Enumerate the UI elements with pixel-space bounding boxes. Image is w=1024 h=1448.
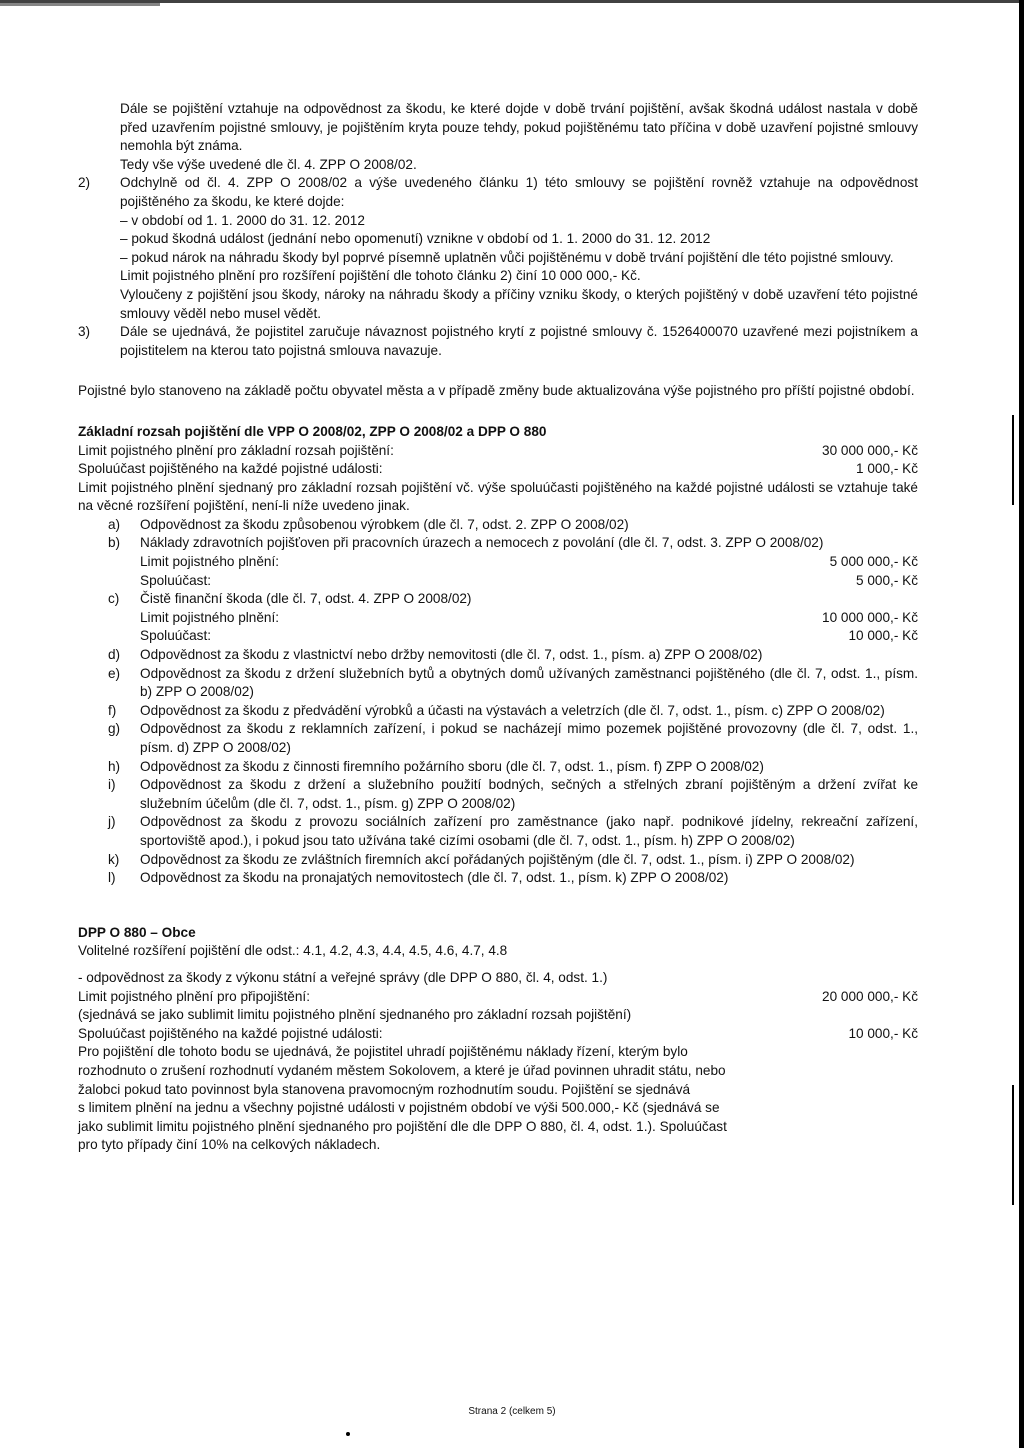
dpp-limit-label: Limit pojistného plnění pro připojištění: xyxy=(78,988,310,1004)
item-letter: d) xyxy=(108,647,121,663)
scope-item-a xyxy=(108,516,918,535)
clause-2-line: Vyloučeny z pojištění jsou škody, nároky na náhradu škody a příčiny vzniku škody, o kterých pojištěný v době uzavření této pojistné smlouvy věděl nebo musel vědět. xyxy=(120,286,918,321)
item-letter: a) xyxy=(108,516,121,532)
scan-speck xyxy=(346,1432,350,1436)
dpp-paragraph-line: rozhodnuto o zrušení rozhodnutí vydaném městem Sokolovem, a které je úřad povinnen uhradit státu, nebo xyxy=(78,1062,726,1078)
item-letter: f) xyxy=(108,702,117,718)
limit-value: 5 000 000,- Kč xyxy=(829,554,918,570)
item-text: Odpovědnost za škodu na pronajatých nemovitostech (dle čl. 7, odst. 1., písm. k) ZPP O 2008/02) xyxy=(140,870,729,886)
item-letter: l) xyxy=(108,870,116,886)
item-letter: b) xyxy=(108,535,121,551)
item-text: Odpovědnost za škodu z držení a služebního použití bodných, sečných a střelných zbraní pojištěným a držení zvířat ke služebním účelům (dle čl. 7, odst. 1., písm. g) ZPP O 2008/02) xyxy=(140,777,918,811)
item-letter: h) xyxy=(108,758,121,774)
item-text: Odpovědnost za škodu způsobenou výrobkem (dle čl. 7, odst. 2. ZPP O 2008/02) xyxy=(140,516,629,532)
dpp-paragraph-line: žalobci pokud tato povinnost byla stanovena pravomocným rozhodnutím soudu. Pojištění se sjednává xyxy=(78,1081,691,1097)
scan-mark xyxy=(1012,415,1014,505)
item-text: Odpovědnost za škodu z provozu sociálních zařízení pro zaměstnance (jako např. podnikové jídelny, rekreační zařízení, sportoviště apod.), i pokud jsou tato užívána také cizími osobami (dle čl. 7, odst. 1., písm. h) ZPP O 2008/02) xyxy=(140,814,918,848)
scope-item-e xyxy=(108,665,918,702)
dpp-line: - odpovědnost za škody z výkonu státní a veřejné správy (dle DPP O 880, čl. 4, odst. 1.) xyxy=(78,969,608,985)
dpp-sublimit: (sjednává se jako sublimit limitu pojistného plnění sjednaného pro základní rozsah pojištění) xyxy=(78,1007,632,1023)
basic-limit-row xyxy=(78,442,918,461)
dpp-paragraph-line: pro tyto případy činí 10% na celkových nákladech. xyxy=(78,1137,381,1153)
item-letter: c) xyxy=(108,591,120,607)
dpp-heading: DPP O 880 – Obce xyxy=(78,924,196,940)
basic-deductible-row xyxy=(78,460,918,479)
item-b-limit-row xyxy=(140,553,918,572)
dpp-deductible-label: Spoluúčast pojištěného na každé pojistné události: xyxy=(78,1025,383,1041)
scope-item-l xyxy=(108,869,918,888)
intro-block xyxy=(120,100,918,174)
item-b-deductible-row xyxy=(140,572,918,591)
limit-value: 10 000 000,- Kč xyxy=(822,609,918,625)
dpp-deductible-value: 10 000,- Kč xyxy=(848,1025,918,1041)
dpp-paragraph-line: s limitem plnění na jednu a všechny pojistné události v pojistném období ve výši 500.000,- Kč (sjednává se xyxy=(78,1100,720,1116)
basic-limit-value: 30 000 000,- Kč xyxy=(822,442,918,458)
deductible-value: 5 000,- Kč xyxy=(856,572,918,588)
dpp-limit-value: 20 000 000,- Kč xyxy=(822,988,918,1004)
clause-3-text: Dále se ujednává, že pojistitel zaručuje návaznost pojistného krytí z pojistné smlouvy č. 1526400070 uzavřené mezi pojistníkem a pojistitelem na kterou tato pojistná smlouva navazuje. xyxy=(120,324,918,358)
item-text: Odpovědnost za škodu z předvádění výrobků a účasti na výstavách a veletrzích (dle čl. 7, odst. 1., písm. c) ZPP O 2008/02) xyxy=(140,702,885,718)
dpp-paragraph-line: Pro pojištění dle tohoto bodu se ujednává, že pojistitel uhradí pojištěnému náklady řízení, kterým bylo xyxy=(78,1044,688,1060)
scope-item-g xyxy=(108,720,918,757)
clause-2-line: Limit pojistného plnění pro rozšíření pojištění dle tohoto článku 2) činí 10 000 000,- Kč. xyxy=(120,268,641,284)
item-text: Odpovědnost za škodu z činnosti firemního požárního sboru (dle čl. 7, odst. 1., písm. f) ZPP O 2008/02) xyxy=(140,758,764,774)
scope-item-k xyxy=(108,851,918,870)
clause-number: 2) xyxy=(78,175,91,191)
deductible-value: 10 000,- Kč xyxy=(848,628,918,644)
clause-2-line: Odchylně od čl. 4. ZPP O 2008/02 a výše uvedeného článku 1) této smlouvy se pojištění rovněž vztahuje na odpovědnost pojištěného za škodu, ke které dojde: xyxy=(120,175,918,209)
premium-note: Pojistné bylo stanoveno na základě počtu obyvatel města a v případě změny bude aktualizována výše pojistného pro příští pojistné období. xyxy=(78,383,915,399)
document-body xyxy=(78,100,918,1155)
basic-note: Limit pojistného plnění sjednaný pro základní rozsah pojištění vč. výše spoluúčasti pojištěného na každé pojistné události se vztahuje také na věcné rozšíření pojištění, není-li níže uvedeno jinak. xyxy=(78,479,918,514)
clause-2 xyxy=(78,174,918,323)
scope-item-f xyxy=(108,702,918,721)
item-text: Odpovědnost za škodu z držení služebních bytů a obytných domů užívaných zaměstnanci pojištěného (dle čl. 7, odst. 1., písm. b) ZPP O 2008/02) xyxy=(140,665,918,700)
deductible-label: Spoluúčast: xyxy=(140,628,212,644)
item-letter: g) xyxy=(108,721,121,737)
item-letter: e) xyxy=(108,665,121,681)
scan-mark xyxy=(1012,1085,1014,1205)
dpp-limit-row xyxy=(78,988,918,1007)
dpp-optional: Volitelné rozšíření pojištění dle odst.: 4.1, 4.2, 4.3, 4.4, 4.5, 4.6, 4.7, 4.8 xyxy=(78,943,508,959)
scan-edge-right xyxy=(1019,0,1024,1448)
item-text: Odpovědnost za škodu z vlastnictví nebo držby nemovitosti (dle čl. 7, odst. 1., písm. a) ZPP O 2008/02) xyxy=(140,647,763,663)
intro-paragraph: Dále se pojištění vztahuje na odpovědnost za škodu, ke které dojde v době trvání pojištění, avšak škodná událost nastala v době před uzavřením pojistné smlouvy, je pojištěním kryta pouze tehdy, pokud pojištěnému tato příčina v době uzavření pojistné smlouvy nemohla být známa. xyxy=(120,101,918,154)
scope-item-d xyxy=(108,646,918,665)
item-text: Odpovědnost za škodu z reklamních zařízení, i pokud se nacházejí mimo pozemek pojištěné provozovny (dle čl. 7, odst. 1., písm. d) ZPP O 2008/02) xyxy=(140,721,918,755)
item-text: Odpovědnost za škodu ze zvláštních firemních akcí pořádaných pojištěným (dle čl. 7, odst. 1., písm. i) ZPP O 2008/02) xyxy=(140,851,855,867)
limit-label: Limit pojistného plnění: xyxy=(140,609,280,625)
item-letter: k) xyxy=(108,851,120,867)
clause-3 xyxy=(78,323,918,360)
item-text: Náklady zdravotních pojišťoven při pracovních úrazech a nemocech z povolání (dle čl. 7, odst. 3. ZPP O 2008/02) xyxy=(140,535,824,551)
basic-scope-heading: Základní rozsah pojištění dle VPP O 2008/02, ZPP O 2008/02 a DPP O 880 xyxy=(78,423,547,439)
deductible-label: Spoluúčast: xyxy=(140,572,212,588)
dpp-paragraph-line: jako sublimit limitu pojistného plnění sjednaného pro pojištění dle dle DPP O 880, čl. 4, odst. 1.). Spoluúčast xyxy=(78,1118,727,1134)
scan-edge-top-mark xyxy=(0,3,160,6)
basic-deductible-label: Spoluúčast pojištěného na každé pojistné události: xyxy=(78,461,383,477)
item-c-limit-row xyxy=(140,609,918,628)
intro-summary: Tedy vše výše uvedené dle čl. 4. ZPP O 2008/02. xyxy=(120,156,417,172)
dpp-deductible-row xyxy=(78,1025,918,1044)
item-text: Čistě finanční škoda (dle čl. 7, odst. 4. ZPP O 2008/02) xyxy=(140,591,472,607)
clause-number: 3) xyxy=(78,324,91,340)
scope-item-i xyxy=(108,776,918,813)
scope-item-c xyxy=(108,590,918,609)
item-letter: j) xyxy=(108,814,116,830)
clause-2-line: – v období od 1. 1. 2000 do 31. 12. 2012 xyxy=(120,212,365,228)
item-c-deductible-row xyxy=(140,627,918,646)
basic-limit-label: Limit pojistného plnění pro základní rozsah pojištění: xyxy=(78,442,394,458)
clause-2-line: – pokud škodná událost (jednání nebo opomenutí) vznikne v období od 1. 1. 2000 do 31. 12. 2012 xyxy=(120,231,711,247)
scope-item-h xyxy=(108,758,918,777)
scope-item-j xyxy=(108,813,918,850)
page-number: Strana 2 (celkem 5) xyxy=(468,1406,556,1417)
clause-2-line: – pokud nárok na náhradu škody byl poprvé písemně uplatněn vůči pojištěnému v době trvání pojištění dle této pojistné smlouvy. xyxy=(120,249,894,265)
basic-deductible-value: 1 000,- Kč xyxy=(856,461,918,477)
scope-item-b xyxy=(108,534,918,553)
item-letter: i) xyxy=(108,777,116,793)
limit-label: Limit pojistného plnění: xyxy=(140,554,280,570)
